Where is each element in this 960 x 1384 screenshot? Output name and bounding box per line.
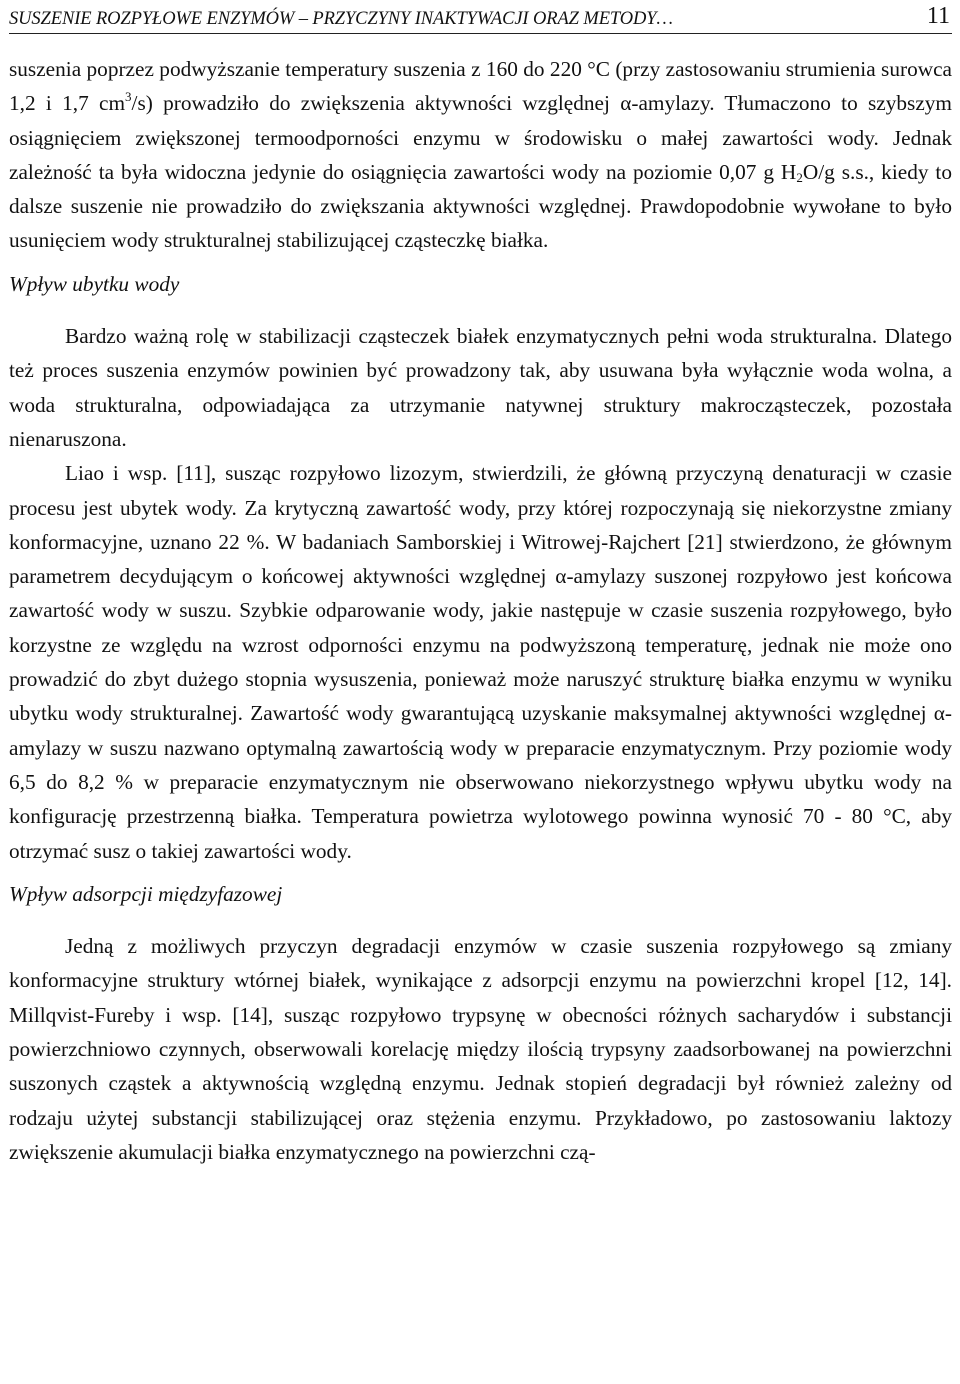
running-title: SUSZENIE ROZPYŁOWE ENZYMÓW – PRZYCZYNY INAKTYWACJI ORAZ METODY… — [9, 9, 673, 29]
paragraph: Liao i wsp. [11], susząc rozpyłowo lizozym, stwierdzili, że główną przyczyną denaturacji w czasie procesu jest ubytek wody. Za krytyczną zawartość wody, przy której rozpoczynają się niekorzystne zmiany konformacyjne, uznano 22 %. W badaniach Samborskiej i Witrowej-Rajchert [21] stwierdzono, że głównym parametrem decydującym o końcowej aktywności względnej α-amylazy suszonej rozpyłowo jest końcowa zawartość wody w suszu. Szybkie odparowanie wody, jakie następuje w czasie suszenia rozpyłowego, było korzystne ze względu na wzrost odporności enzymu na podwyższoną temperaturę, jednak nie może ono prowadzić do zbyt dużego stopnia wysuszenia, ponieważ może naruszyć strukturę białka enzymu w wyniku ubytku wody strukturalnej. Zawartość wody gwarantującą uzyskanie maksymalnej aktywności względnej α-amylazy w suszu nazwano optymalną zawartością wody w preparacie enzymatycznym. Przy poziomie wody 6,5 do 8,2 % w preparacie enzymatycznym nie obserwowano niekorzystnego wpływu ubytku wody na konfigurację przestrzenną białka. Temperatura powietrza wylotowego powinna wynosić 70 - 80 °C, aby otrzymać susz o takiej zawartości wody. — [9, 461, 952, 863]
paragraph: Jedną z możliwych przyczyn degradacji enzymów w czasie suszenia rozpyłowego są zmiany konformacyjne struktury wtórnej białek, wynikające z adsorpcji enzymu na powierzchni kropel [12, 14]. Millqvist-Fureby i wsp. [14], susząc rozpyłowo trypsynę w obecności różnych sacharydów i substancji powierzchniowo czynnych, obserwowali korelację między ilością trypsyny zaadsorbowanej na powierzchni suszonych cząstek a aktywnością względną enzymu. Jednak stopień degradacji był również zależny od rodzaju użytej substancji stabilizującej oraz stężenia enzymu. Przykładowo, po zastosowaniu laktozy zwiększenie akumulacji białka enzymatycznego na powierzchni czą- — [9, 934, 952, 1164]
paragraph: Bardzo ważną rolę w stabilizacji cząsteczek białek enzymatycznych pełni woda strukturalna. Dlatego też proces suszenia enzymów powinien być prowadzony tak, aby usuwana była wyłącznie woda wolna, a woda strukturalna, odpowiadająca za utrzymanie natywnej struktury makrocząsteczek, pozostała nienaruszona. — [9, 324, 952, 451]
page-number: 11 — [926, 3, 950, 29]
section-heading: Wpływ ubytku wody — [9, 271, 180, 296]
body-text — [9, 52, 952, 1169]
running-header — [9, 0, 952, 34]
section-heading: Wpływ adsorpcji międzyfazowej — [9, 881, 283, 906]
paragraph: suszenia poprzez podwyższanie temperatury suszenia z 160 do 220 °C (przy zastosowaniu strumienia surowca 1,2 i 1,7 $cm^3/s$) prowadziło do zwiększenia aktywności względnej α-amylazy. Tłumaczono to szybszym osiągnięciem zwiększonej termoodporności enzymu w środowisku o małej zawartości wody. Jednak zależność ta była widoczna jedynie do osiągnięcia zawartości wody na poziomie 0,07 g $H_2O/g$ s.s., kiedy to dalsze suszenie nie prowadziło do zwiększania aktywności względnej. Prawdopodobnie wywołane to było usunięciem wody strukturalnej stabilizującej cząsteczkę białka. — [9, 57, 952, 253]
